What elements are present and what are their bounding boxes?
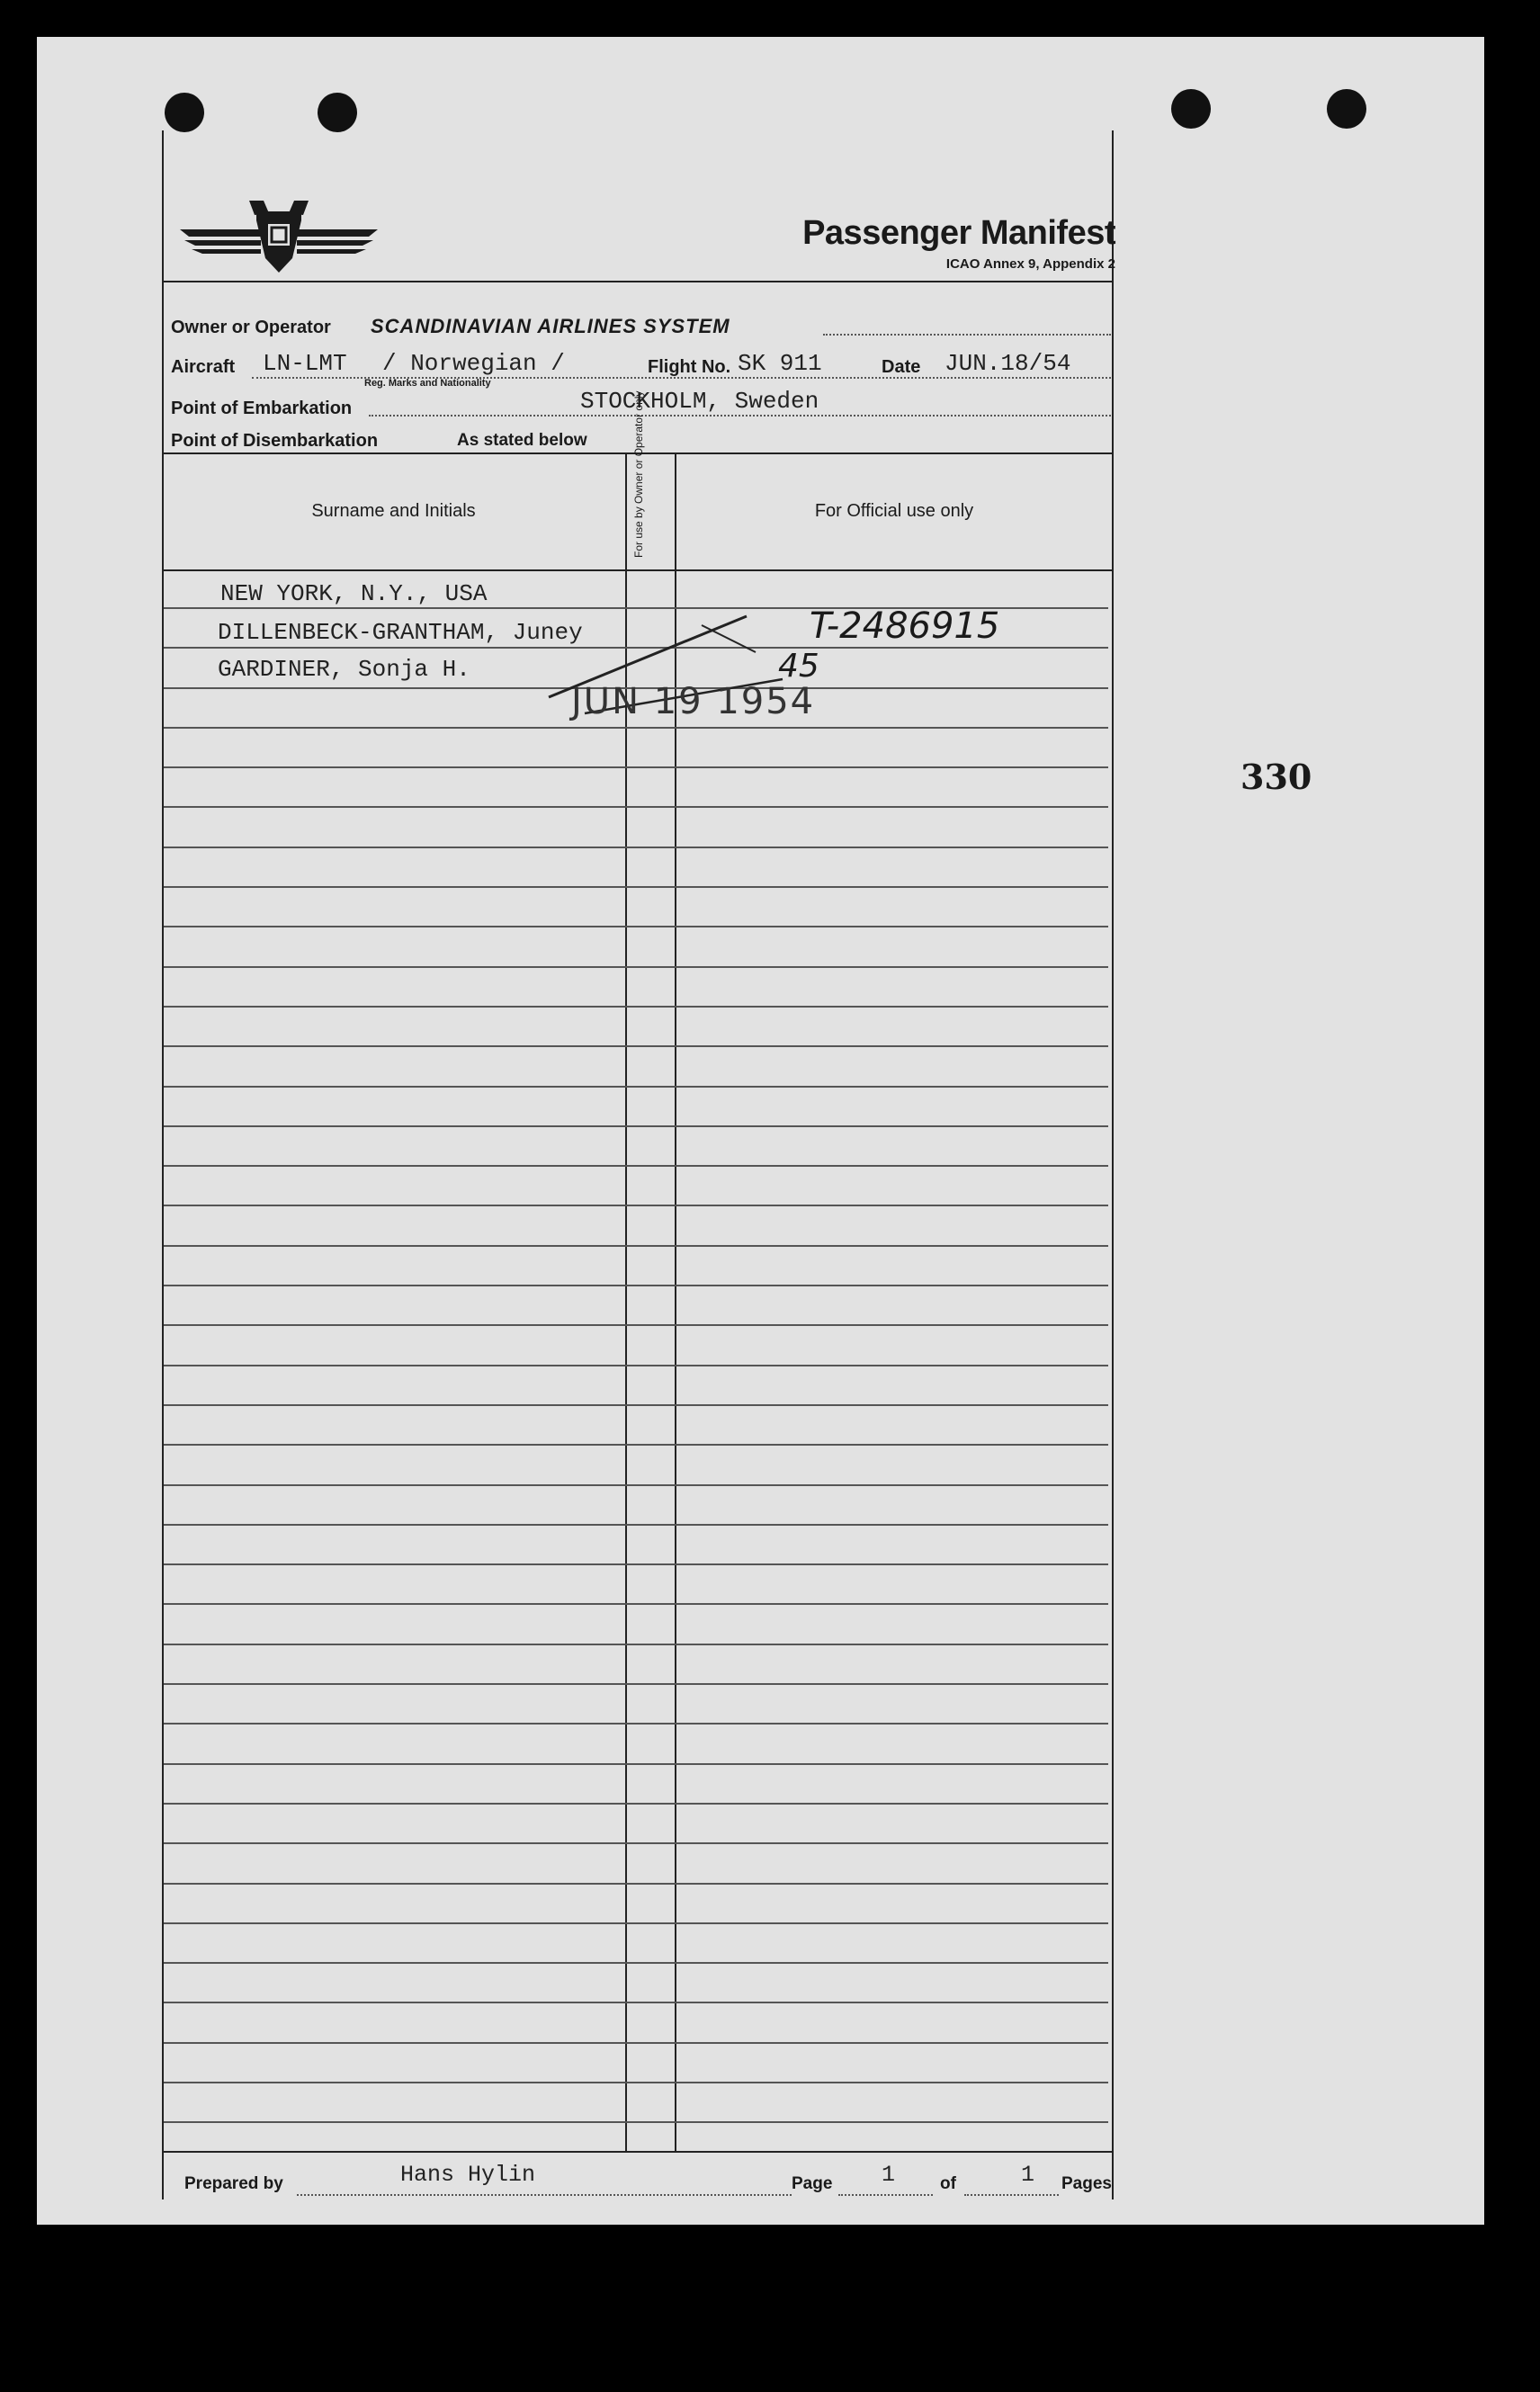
prepared-dotted-line: [297, 2194, 792, 2196]
owner-dotted-line: [823, 334, 1111, 336]
ticket-number: T-2486915: [810, 605, 1000, 647]
ruled-row-line: [164, 1883, 1108, 1885]
ruled-row-line: [164, 1285, 1108, 1286]
embarkation-label: Point of Embarkation: [171, 399, 353, 418]
ruled-row-line: [164, 1245, 1108, 1247]
ruled-row-line: [164, 2121, 1108, 2123]
ruled-row-line: [164, 1803, 1108, 1805]
manifest-form: [162, 130, 1114, 2199]
form-border-right: [1112, 130, 1114, 2199]
prepared-by-label: Prepared by: [184, 2174, 283, 2193]
aircraft-label: Aircraft: [171, 357, 236, 377]
ruled-row-line: [164, 1524, 1108, 1526]
ruled-row-line: [164, 1444, 1108, 1446]
ruled-row-line: [164, 1683, 1108, 1685]
header-row-border: [162, 569, 1114, 571]
ruled-row-line: [164, 1045, 1108, 1047]
passenger-entry: DILLENBECK-GRANTHAM, Juney: [218, 619, 583, 646]
ruled-row-line: [164, 1125, 1108, 1127]
header-divider: [162, 281, 1114, 282]
punch-hole: [1171, 89, 1211, 129]
date-value: JUN.18/54: [945, 350, 1071, 377]
flight-value: SK 911: [738, 350, 822, 377]
handwritten-number: 45: [778, 648, 819, 685]
ruled-row-line: [164, 1324, 1108, 1326]
ruled-row-line: [164, 1842, 1108, 1844]
embarkation-dotted-line: [369, 415, 1111, 417]
embarkation-value: STOCKHOLM, Sweden: [580, 388, 819, 415]
ruled-row-line: [164, 926, 1108, 927]
ruled-row-line: [164, 766, 1108, 768]
ruled-row-line: [164, 1086, 1108, 1088]
flight-label: Flight No.: [648, 357, 731, 377]
form-subtitle: ICAO Annex 9, Appendix 2: [945, 256, 1115, 272]
ruled-row-line: [164, 1006, 1108, 1008]
pages-dotted-line: [964, 2194, 1059, 2196]
page-label: Page: [792, 2174, 833, 2193]
ruled-row-line: [164, 1723, 1108, 1725]
table-bottom-border: [162, 2151, 1114, 2153]
disembarkation-label: Point of Disembarkation: [171, 431, 379, 451]
pages-value: 1: [1021, 2162, 1035, 2188]
ruled-row-line: [164, 1563, 1108, 1565]
aircraft-dotted-line: [252, 377, 1111, 379]
punch-hole: [165, 93, 204, 132]
passenger-entry: GARDINER, Sonja H.: [218, 656, 470, 683]
sheet-number: 330: [1240, 757, 1312, 797]
date-label: Date: [882, 357, 921, 377]
aircraft-nationality: / Norwegian /: [382, 350, 565, 377]
page-dotted-line: [838, 2194, 933, 2196]
destination-entry: NEW YORK, N.Y., USA: [220, 580, 488, 607]
form-title: Passenger Manifest: [802, 214, 1115, 252]
ruled-row-line: [164, 2082, 1108, 2083]
ruled-row-line: [164, 966, 1108, 968]
ruled-row-line: [164, 2002, 1108, 2003]
date-stamp: JUN 19 1954: [571, 681, 816, 722]
punch-hole: [1327, 89, 1366, 129]
disembarkation-value: As stated below: [457, 431, 587, 450]
owner-label: Owner or Operator: [171, 318, 331, 337]
ruled-row-line: [164, 1962, 1108, 1964]
ruled-row-line: [164, 1603, 1108, 1605]
ruled-row-line: [164, 1404, 1108, 1406]
of-label: of: [940, 2174, 956, 2193]
ruled-row-line: [164, 2042, 1108, 2044]
sas-winged-logo-icon: [175, 193, 382, 274]
ruled-row-line: [164, 727, 1108, 729]
column-header-surname: Surname and Initials: [311, 501, 476, 521]
prepared-by-value: Hans Hylin: [400, 2162, 536, 2188]
column-header-official: For Official use only: [814, 501, 974, 521]
ruled-row-line: [164, 1763, 1108, 1765]
ruled-row-line: [164, 1365, 1108, 1366]
ruled-row-line: [164, 1165, 1108, 1167]
punch-hole: [318, 93, 357, 132]
ruled-row-line: [164, 806, 1108, 808]
ruled-row-line: [164, 886, 1108, 888]
aircraft-reg: LN-LMT: [263, 350, 347, 377]
ruled-row-line: [164, 1644, 1108, 1645]
ruled-row-line: [164, 1484, 1108, 1486]
owner-value: SCANDINAVIAN AIRLINES SYSTEM: [371, 315, 730, 337]
ruled-row-line: [164, 847, 1108, 848]
ruled-row-line: [164, 1205, 1108, 1206]
page-value: 1: [882, 2162, 896, 2188]
ruled-row-line: [164, 1922, 1108, 1924]
column-header-operator: For use by Owner or Operator only: [632, 390, 645, 558]
reg-caption: Reg. Marks and Nationality: [364, 378, 491, 389]
pages-label: Pages: [1061, 2174, 1112, 2193]
